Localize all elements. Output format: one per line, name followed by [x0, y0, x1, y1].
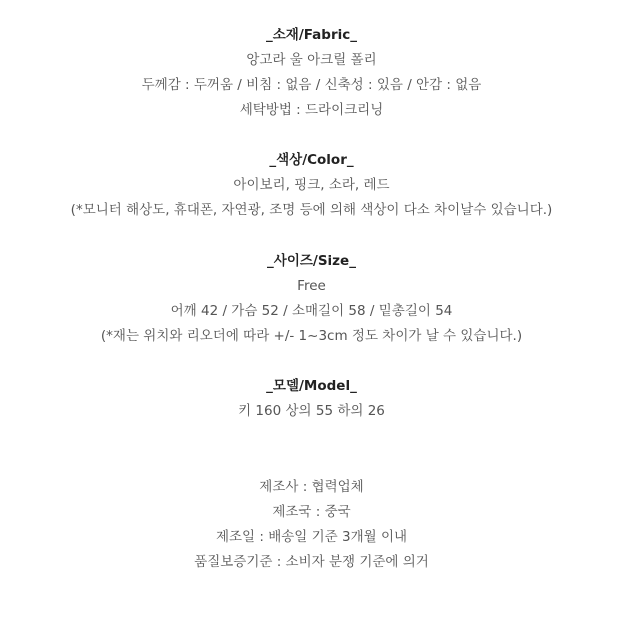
manufacture-date: 제조일 : 배송일 기준 3개월 이내: [215, 529, 408, 545]
size-measurements: 어깨 42 / 가슴 52 / 소매길이 58 / 밑총길이 54: [170, 303, 453, 319]
fabric-material: 앙고라 울 아크릴 폴리: [246, 52, 377, 68]
model-info: 키 160 상의 55 하의 26: [238, 403, 385, 419]
fabric-heading: _소재/Fabric_: [265, 27, 357, 43]
color-note: (*모니터 해상도, 휴대폰, 자연광, 조명 등에 의해 색상이 다소 차이날수 있습니다.): [70, 202, 553, 218]
size-value: Free: [297, 278, 326, 294]
color-options: 아이보리, 핑크, 소라, 레드: [233, 177, 390, 193]
fabric-properties: 두께감 : 두꺼움 / 비침 : 없음 / 신축성 : 있음 / 안감 : 없음: [141, 77, 482, 93]
manufacturer: 제조사 : 협력업체: [259, 479, 364, 495]
color-heading: _색상/Color_: [269, 152, 354, 168]
manufacture-country: 제조국 : 중국: [272, 504, 351, 520]
size-heading: _사이즈/Size_: [267, 253, 356, 269]
quality-warranty: 품질보증기준 : 소비자 분쟁 기준에 의거: [194, 554, 429, 570]
fabric-care: 세탁방법 : 드라이크리닝: [239, 102, 384, 118]
model-heading: _모델/Model_: [266, 378, 357, 394]
size-note: (*재는 위치와 리오더에 따라 +/- 1~3cm 정도 차이가 날 수 있습니다.): [100, 328, 523, 344]
